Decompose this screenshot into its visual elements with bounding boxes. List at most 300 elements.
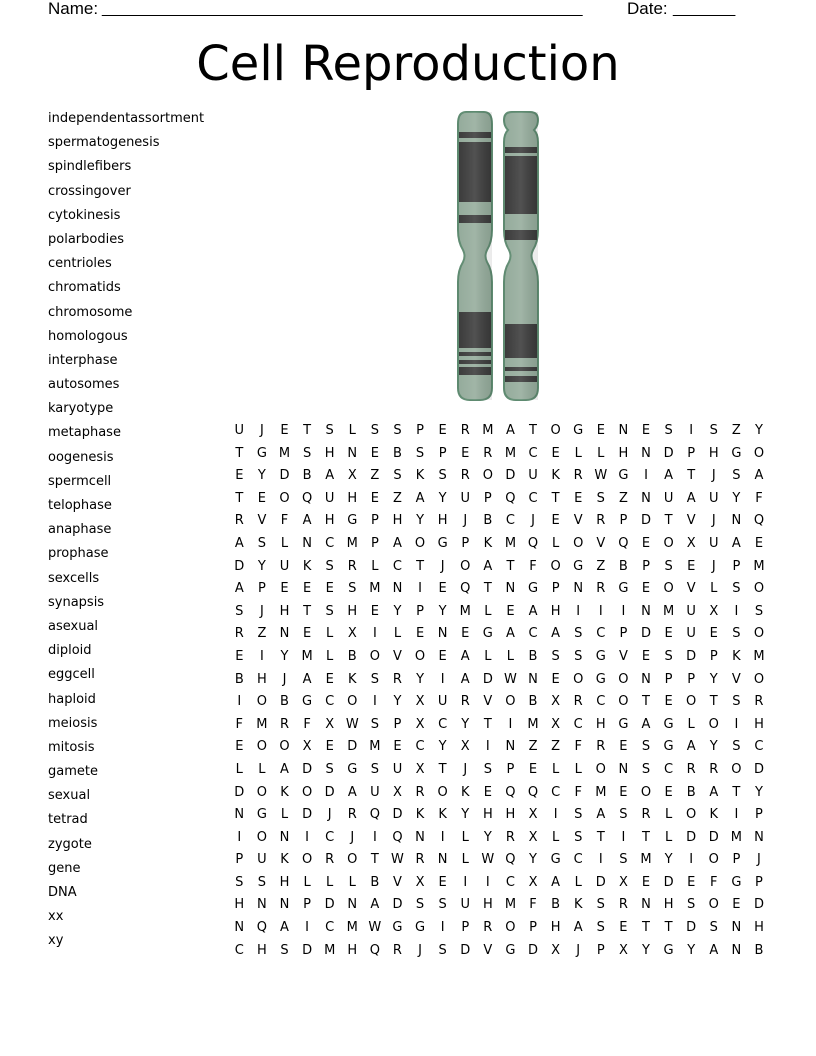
grid-letter[interactable]: R xyxy=(686,761,696,777)
grid-letter[interactable]: E xyxy=(619,920,628,936)
grid-letter[interactable]: H xyxy=(437,513,448,529)
grid-letter[interactable]: L xyxy=(574,761,582,777)
grid-letter[interactable]: L xyxy=(710,581,718,597)
grid-letter[interactable]: D xyxy=(392,807,403,823)
grid-letter[interactable]: U xyxy=(437,694,448,710)
grid-letter[interactable]: E xyxy=(370,603,379,619)
grid-letter[interactable]: Y xyxy=(438,490,447,506)
grid-letter[interactable]: J xyxy=(463,513,468,529)
grid-letter[interactable]: Q xyxy=(505,490,516,506)
grid-letter[interactable]: O xyxy=(708,897,719,913)
grid-letter[interactable]: W xyxy=(503,671,517,687)
grid-letter[interactable]: D xyxy=(302,942,313,958)
grid-letter[interactable]: S xyxy=(325,423,334,438)
grid-letter[interactable]: J xyxy=(259,603,264,619)
grid-letter[interactable]: S xyxy=(257,535,267,551)
grid-letter[interactable]: E xyxy=(280,581,289,597)
grid-letter[interactable]: N xyxy=(618,761,629,777)
grid-letter[interactable]: M xyxy=(482,423,494,438)
grid-letter[interactable]: R xyxy=(460,468,470,484)
grid-letter[interactable]: K xyxy=(280,852,289,868)
grid-letter[interactable]: N xyxy=(618,423,629,438)
grid-letter[interactable]: L xyxy=(506,648,515,664)
grid-letter[interactable]: E xyxy=(754,535,764,551)
grid-letter[interactable]: A xyxy=(528,603,538,619)
grid-letter[interactable]: L xyxy=(597,445,605,461)
grid-letter[interactable]: A xyxy=(347,784,357,800)
grid-letter[interactable]: H xyxy=(708,445,719,461)
grid-letter[interactable]: O xyxy=(753,581,765,597)
grid-letter[interactable]: H xyxy=(257,942,267,958)
grid-letter[interactable]: C xyxy=(392,558,402,574)
grid-letter[interactable]: G xyxy=(505,942,516,958)
grid-letter[interactable]: U xyxy=(460,490,470,506)
grid-letter[interactable]: K xyxy=(348,671,357,687)
grid-letter[interactable]: U xyxy=(528,468,538,484)
grid-letter[interactable]: S xyxy=(732,694,741,710)
grid-letter[interactable]: O xyxy=(708,852,719,868)
grid-letter[interactable]: O xyxy=(686,807,697,823)
grid-letter[interactable]: C xyxy=(234,942,244,958)
grid-letter[interactable]: W xyxy=(368,920,382,936)
grid-letter[interactable]: D xyxy=(234,784,245,800)
grid-letter[interactable]: U xyxy=(234,423,245,438)
grid-letter[interactable]: E xyxy=(641,423,651,438)
grid-letter[interactable]: O xyxy=(505,920,516,936)
grid-letter[interactable]: G xyxy=(527,581,539,597)
grid-letter[interactable]: X xyxy=(393,784,402,800)
grid-letter[interactable]: M xyxy=(346,535,358,551)
grid-letter[interactable]: H xyxy=(279,874,290,890)
grid-letter[interactable]: H xyxy=(324,445,335,461)
grid-letter[interactable]: I xyxy=(305,920,309,936)
grid-letter[interactable]: Y xyxy=(529,852,537,868)
grid-letter[interactable]: X xyxy=(551,942,561,958)
grid-letter[interactable]: Z xyxy=(370,468,380,484)
grid-letter[interactable]: I xyxy=(734,603,739,619)
grid-letter[interactable]: Y xyxy=(393,694,402,710)
grid-letter[interactable]: F xyxy=(303,716,311,732)
grid-letter[interactable]: X xyxy=(347,626,357,642)
grid-letter[interactable]: E xyxy=(641,874,651,890)
grid-letter[interactable]: S xyxy=(325,558,334,574)
grid-letter[interactable]: M xyxy=(504,897,517,913)
grid-letter[interactable]: D xyxy=(482,671,493,687)
grid-letter[interactable]: N xyxy=(573,581,584,597)
grid-letter[interactable]: M xyxy=(504,535,517,551)
grid-letter[interactable]: E xyxy=(235,648,244,664)
grid-letter[interactable]: N xyxy=(641,603,651,619)
grid-letter[interactable]: E xyxy=(483,784,492,800)
grid-letter[interactable]: C xyxy=(325,694,335,710)
grid-letter[interactable]: D xyxy=(686,648,697,664)
grid-letter[interactable]: N xyxy=(505,581,516,597)
grid-letter[interactable]: Q xyxy=(256,920,267,936)
grid-letter[interactable]: O xyxy=(618,671,629,687)
grid-letter[interactable]: U xyxy=(686,603,696,619)
grid-letter[interactable]: Q xyxy=(618,535,629,551)
grid-letter[interactable]: Q xyxy=(369,807,380,823)
grid-letter[interactable]: C xyxy=(438,716,448,732)
grid-letter[interactable]: S xyxy=(551,648,560,664)
grid-letter[interactable]: L xyxy=(551,761,560,777)
grid-letter[interactable]: E xyxy=(619,784,628,800)
grid-letter[interactable]: U xyxy=(370,784,380,800)
grid-letter[interactable]: N xyxy=(437,852,448,868)
grid-letter[interactable]: K xyxy=(438,807,447,823)
grid-letter[interactable]: M xyxy=(595,784,607,800)
grid-letter[interactable]: J xyxy=(418,942,422,958)
grid-letter[interactable]: C xyxy=(754,739,764,755)
grid-letter[interactable]: L xyxy=(280,535,289,551)
grid-letter[interactable]: G xyxy=(618,581,629,597)
grid-letter[interactable]: G xyxy=(618,468,629,484)
grid-letter[interactable]: A xyxy=(686,739,696,755)
grid-letter[interactable]: G xyxy=(256,807,267,823)
grid-letter[interactable]: N xyxy=(347,445,358,461)
grid-letter[interactable]: W xyxy=(391,852,404,868)
grid-letter[interactable]: I xyxy=(508,716,513,732)
grid-letter[interactable]: J xyxy=(259,423,264,438)
grid-letter[interactable]: R xyxy=(415,852,425,868)
grid-letter[interactable]: D xyxy=(686,829,697,845)
grid-letter[interactable]: X xyxy=(460,739,470,755)
grid-letter[interactable]: I xyxy=(237,694,242,710)
grid-letter[interactable]: D xyxy=(279,468,290,484)
grid-letter[interactable]: B xyxy=(528,648,538,664)
grid-letter[interactable]: G xyxy=(573,558,584,574)
grid-letter[interactable]: N xyxy=(641,671,651,687)
grid-letter[interactable]: U xyxy=(686,626,696,642)
grid-letter[interactable]: O xyxy=(595,761,606,777)
grid-letter[interactable]: O xyxy=(437,784,448,800)
grid-letter[interactable]: N xyxy=(437,626,448,642)
grid-letter[interactable]: P xyxy=(596,942,605,958)
grid-letter[interactable]: N xyxy=(279,626,290,642)
grid-letter[interactable]: M xyxy=(278,445,291,461)
grid-letter[interactable]: S xyxy=(574,626,583,642)
grid-letter[interactable]: S xyxy=(370,423,379,438)
grid-letter[interactable]: C xyxy=(664,761,674,777)
grid-letter[interactable]: D xyxy=(640,513,651,529)
grid-letter[interactable]: K xyxy=(573,897,583,913)
grid-letter[interactable]: O xyxy=(573,535,584,551)
grid-letter[interactable]: B xyxy=(370,874,380,890)
grid-letter[interactable]: O xyxy=(414,648,426,664)
grid-letter[interactable]: U xyxy=(709,490,719,506)
grid-letter[interactable]: T xyxy=(370,852,379,868)
grid-letter[interactable]: V xyxy=(596,535,606,551)
grid-letter[interactable]: O xyxy=(256,739,267,755)
grid-letter[interactable]: G xyxy=(731,445,742,461)
grid-letter[interactable]: V xyxy=(393,874,402,890)
grid-letter[interactable]: N xyxy=(347,897,358,913)
grid-letter[interactable]: Y xyxy=(393,603,402,619)
grid-letter[interactable]: I xyxy=(440,920,445,936)
grid-letter[interactable]: P xyxy=(619,626,628,642)
grid-letter[interactable]: T xyxy=(303,423,312,438)
grid-letter[interactable]: O xyxy=(663,581,674,597)
grid-letter[interactable]: E xyxy=(415,626,425,642)
grid-letter[interactable]: W xyxy=(481,852,495,868)
grid-letter[interactable]: A xyxy=(325,468,335,484)
grid-letter[interactable]: N xyxy=(528,671,538,687)
grid-letter[interactable]: T xyxy=(687,468,696,484)
grid-letter[interactable]: X xyxy=(415,874,425,890)
grid-letter[interactable]: O xyxy=(347,852,358,868)
grid-letter[interactable]: J xyxy=(711,513,716,529)
grid-letter[interactable]: I xyxy=(689,423,694,438)
grid-letter[interactable]: I xyxy=(440,671,445,687)
grid-letter[interactable]: I xyxy=(485,874,490,890)
grid-letter[interactable]: E xyxy=(641,535,651,551)
grid-letter[interactable]: V xyxy=(257,513,267,529)
grid-letter[interactable]: S xyxy=(574,829,583,845)
grid-letter[interactable]: D xyxy=(324,897,335,913)
grid-letter[interactable]: R xyxy=(505,829,515,845)
grid-letter[interactable]: E xyxy=(325,671,334,687)
grid-letter[interactable]: E xyxy=(370,445,379,461)
grid-letter[interactable]: S xyxy=(370,716,379,732)
grid-letter[interactable]: X xyxy=(551,694,561,710)
grid-letter[interactable]: A xyxy=(234,581,244,597)
grid-letter[interactable]: E xyxy=(506,603,515,619)
grid-letter[interactable]: N xyxy=(279,829,290,845)
grid-letter[interactable]: S xyxy=(664,648,673,664)
grid-letter[interactable]: U xyxy=(324,490,335,506)
grid-letter[interactable]: R xyxy=(709,761,719,777)
grid-letter[interactable]: S xyxy=(438,468,447,484)
grid-letter[interactable]: B xyxy=(528,694,538,710)
grid-letter[interactable]: V xyxy=(618,648,628,664)
grid-letter[interactable]: H xyxy=(550,920,561,936)
grid-letter[interactable]: L xyxy=(326,626,334,642)
grid-letter[interactable]: M xyxy=(527,716,539,732)
grid-letter[interactable]: S xyxy=(438,897,447,913)
grid-letter[interactable]: A xyxy=(393,535,402,551)
grid-letter[interactable]: I xyxy=(621,603,626,619)
grid-letter[interactable]: T xyxy=(664,920,673,936)
grid-letter[interactable]: S xyxy=(596,897,605,913)
grid-letter[interactable]: Q xyxy=(369,942,380,958)
grid-letter[interactable]: R xyxy=(279,716,289,732)
grid-letter[interactable]: L xyxy=(280,807,289,823)
grid-letter[interactable]: U xyxy=(279,558,290,574)
grid-letter[interactable]: G xyxy=(392,920,403,936)
grid-letter[interactable]: E xyxy=(438,648,447,664)
grid-letter[interactable]: B xyxy=(686,784,696,800)
grid-letter[interactable]: P xyxy=(529,920,537,936)
grid-letter[interactable]: E xyxy=(596,423,605,438)
grid-letter[interactable]: K xyxy=(551,468,560,484)
grid-letter[interactable]: E xyxy=(619,739,628,755)
grid-letter[interactable]: Y xyxy=(416,513,425,529)
grid-letter[interactable]: R xyxy=(573,468,583,484)
grid-letter[interactable]: X xyxy=(528,807,538,823)
grid-letter[interactable]: L xyxy=(258,761,266,777)
grid-letter[interactable]: Z xyxy=(551,739,561,755)
grid-letter[interactable]: T xyxy=(664,513,673,529)
grid-letter[interactable]: E xyxy=(641,648,651,664)
grid-letter[interactable]: N xyxy=(641,897,651,913)
grid-letter[interactable]: X xyxy=(415,694,425,710)
grid-letter[interactable]: R xyxy=(596,581,606,597)
grid-letter[interactable]: P xyxy=(257,581,266,597)
grid-letter[interactable]: L xyxy=(326,648,334,664)
grid-letter[interactable]: J xyxy=(463,761,468,777)
grid-letter[interactable]: H xyxy=(257,671,267,687)
grid-letter[interactable]: Q xyxy=(301,490,313,506)
grid-letter[interactable]: D xyxy=(753,761,764,777)
grid-letter[interactable]: E xyxy=(235,739,244,755)
grid-letter[interactable]: H xyxy=(550,603,561,619)
grid-letter[interactable]: T xyxy=(235,490,244,506)
grid-letter[interactable]: N xyxy=(234,920,245,936)
grid-letter[interactable]: R xyxy=(641,807,651,823)
grid-letter[interactable]: D xyxy=(460,942,471,958)
grid-letter[interactable]: R xyxy=(573,694,583,710)
grid-letter[interactable]: I xyxy=(372,829,377,845)
grid-letter[interactable]: Y xyxy=(257,468,266,484)
grid-letter[interactable]: S xyxy=(483,761,492,777)
grid-letter[interactable]: P xyxy=(393,716,402,732)
grid-letter[interactable]: E xyxy=(551,445,560,461)
grid-letter[interactable]: J xyxy=(282,671,287,687)
grid-letter[interactable]: L xyxy=(371,558,379,574)
grid-letter[interactable]: S xyxy=(596,490,605,506)
grid-letter[interactable]: J xyxy=(531,513,535,529)
grid-letter[interactable]: G xyxy=(595,648,606,664)
grid-letter[interactable]: F xyxy=(755,490,763,506)
grid-letter[interactable]: Z xyxy=(731,423,741,438)
grid-letter[interactable]: Q xyxy=(505,852,516,868)
grid-letter[interactable]: O xyxy=(414,535,426,551)
grid-letter[interactable]: S xyxy=(619,852,628,868)
grid-letter[interactable]: V xyxy=(731,671,741,687)
grid-letter[interactable]: E xyxy=(280,423,289,438)
grid-letter[interactable]: S xyxy=(325,761,334,777)
grid-letter[interactable]: N xyxy=(415,829,425,845)
grid-letter[interactable]: S xyxy=(732,581,741,597)
grid-letter[interactable]: F xyxy=(529,558,537,574)
grid-letter[interactable]: H xyxy=(324,513,335,529)
grid-letter[interactable]: H xyxy=(663,897,674,913)
grid-letter[interactable]: I xyxy=(734,807,739,823)
grid-letter[interactable]: C xyxy=(528,490,538,506)
grid-letter[interactable]: P xyxy=(416,603,424,619)
grid-letter[interactable]: W xyxy=(345,716,359,732)
grid-letter[interactable]: O xyxy=(753,445,765,461)
grid-letter[interactable]: T xyxy=(596,829,605,845)
name-line[interactable]: ______________________________________________________ xyxy=(102,0,583,17)
grid-letter[interactable]: A xyxy=(664,468,674,484)
grid-letter[interactable]: I xyxy=(418,581,422,597)
grid-letter[interactable]: P xyxy=(483,490,492,506)
grid-letter[interactable]: R xyxy=(460,423,470,438)
grid-letter[interactable]: E xyxy=(257,490,266,506)
grid-letter[interactable]: J xyxy=(711,468,716,484)
grid-letter[interactable]: F xyxy=(710,874,718,890)
grid-letter[interactable]: X xyxy=(347,468,357,484)
grid-letter[interactable]: C xyxy=(325,920,335,936)
grid-letter[interactable]: H xyxy=(754,920,764,936)
grid-letter[interactable]: S xyxy=(596,920,605,936)
grid-letter[interactable]: K xyxy=(732,648,741,664)
grid-letter[interactable]: E xyxy=(551,671,560,687)
grid-letter[interactable]: E xyxy=(709,626,718,642)
grid-letter[interactable]: N xyxy=(302,535,312,551)
grid-letter[interactable]: H xyxy=(618,445,629,461)
grid-letter[interactable]: Q xyxy=(753,513,765,529)
grid-letter[interactable]: M xyxy=(301,648,313,664)
grid-letter[interactable]: L xyxy=(348,874,356,890)
grid-letter[interactable]: S xyxy=(235,874,244,890)
grid-letter[interactable]: I xyxy=(372,626,377,642)
grid-letter[interactable]: P xyxy=(416,423,424,438)
grid-letter[interactable]: S xyxy=(687,897,696,913)
grid-letter[interactable]: O xyxy=(256,694,267,710)
grid-letter[interactable]: O xyxy=(256,829,267,845)
grid-letter[interactable]: U xyxy=(663,490,674,506)
grid-letter[interactable]: D xyxy=(392,897,403,913)
grid-letter[interactable]: R xyxy=(347,558,357,574)
grid-letter[interactable]: I xyxy=(259,648,264,664)
grid-letter[interactable]: V xyxy=(686,581,696,597)
grid-letter[interactable]: E xyxy=(732,897,741,913)
grid-letter[interactable]: S xyxy=(370,761,379,777)
grid-letter[interactable]: I xyxy=(440,829,445,845)
grid-letter[interactable]: P xyxy=(755,874,763,890)
grid-letter[interactable]: Y xyxy=(642,942,650,958)
grid-letter[interactable]: P xyxy=(619,513,628,529)
grid-letter[interactable]: M xyxy=(730,829,742,845)
grid-letter[interactable]: R xyxy=(347,807,357,823)
grid-letter[interactable]: C xyxy=(505,513,515,529)
grid-letter[interactable]: J xyxy=(440,558,445,574)
grid-letter[interactable]: L xyxy=(393,626,402,642)
grid-letter[interactable]: L xyxy=(664,807,673,823)
grid-letter[interactable]: N xyxy=(392,581,403,597)
grid-letter[interactable]: H xyxy=(234,897,245,913)
grid-letter[interactable]: E xyxy=(664,626,673,642)
grid-letter[interactable]: J xyxy=(576,942,581,958)
grid-letter[interactable]: O xyxy=(256,784,267,800)
grid-letter[interactable]: E xyxy=(393,739,402,755)
grid-letter[interactable]: I xyxy=(644,468,648,484)
grid-letter[interactable]: E xyxy=(370,490,379,506)
grid-letter[interactable]: Y xyxy=(754,784,763,800)
grid-letter[interactable]: I xyxy=(734,716,739,732)
grid-letter[interactable]: G xyxy=(482,626,493,642)
grid-letter[interactable]: A xyxy=(754,468,764,484)
grid-letter[interactable]: E xyxy=(687,874,696,890)
grid-letter[interactable]: P xyxy=(732,558,741,574)
grid-letter[interactable]: D xyxy=(663,445,674,461)
grid-letter[interactable]: Z xyxy=(257,626,267,642)
grid-letter[interactable]: L xyxy=(551,829,560,845)
grid-letter[interactable]: C xyxy=(528,445,538,461)
grid-letter[interactable]: F xyxy=(574,739,582,755)
grid-letter[interactable]: O xyxy=(347,694,358,710)
grid-letter[interactable]: B xyxy=(234,671,244,687)
grid-letter[interactable]: M xyxy=(324,942,336,958)
grid-letter[interactable]: J xyxy=(757,852,761,868)
grid-letter[interactable]: D xyxy=(686,920,697,936)
grid-letter[interactable]: E xyxy=(325,581,334,597)
grid-letter[interactable]: G xyxy=(302,694,313,710)
grid-letter[interactable]: E xyxy=(235,468,244,484)
grid-letter[interactable]: A xyxy=(483,558,493,574)
